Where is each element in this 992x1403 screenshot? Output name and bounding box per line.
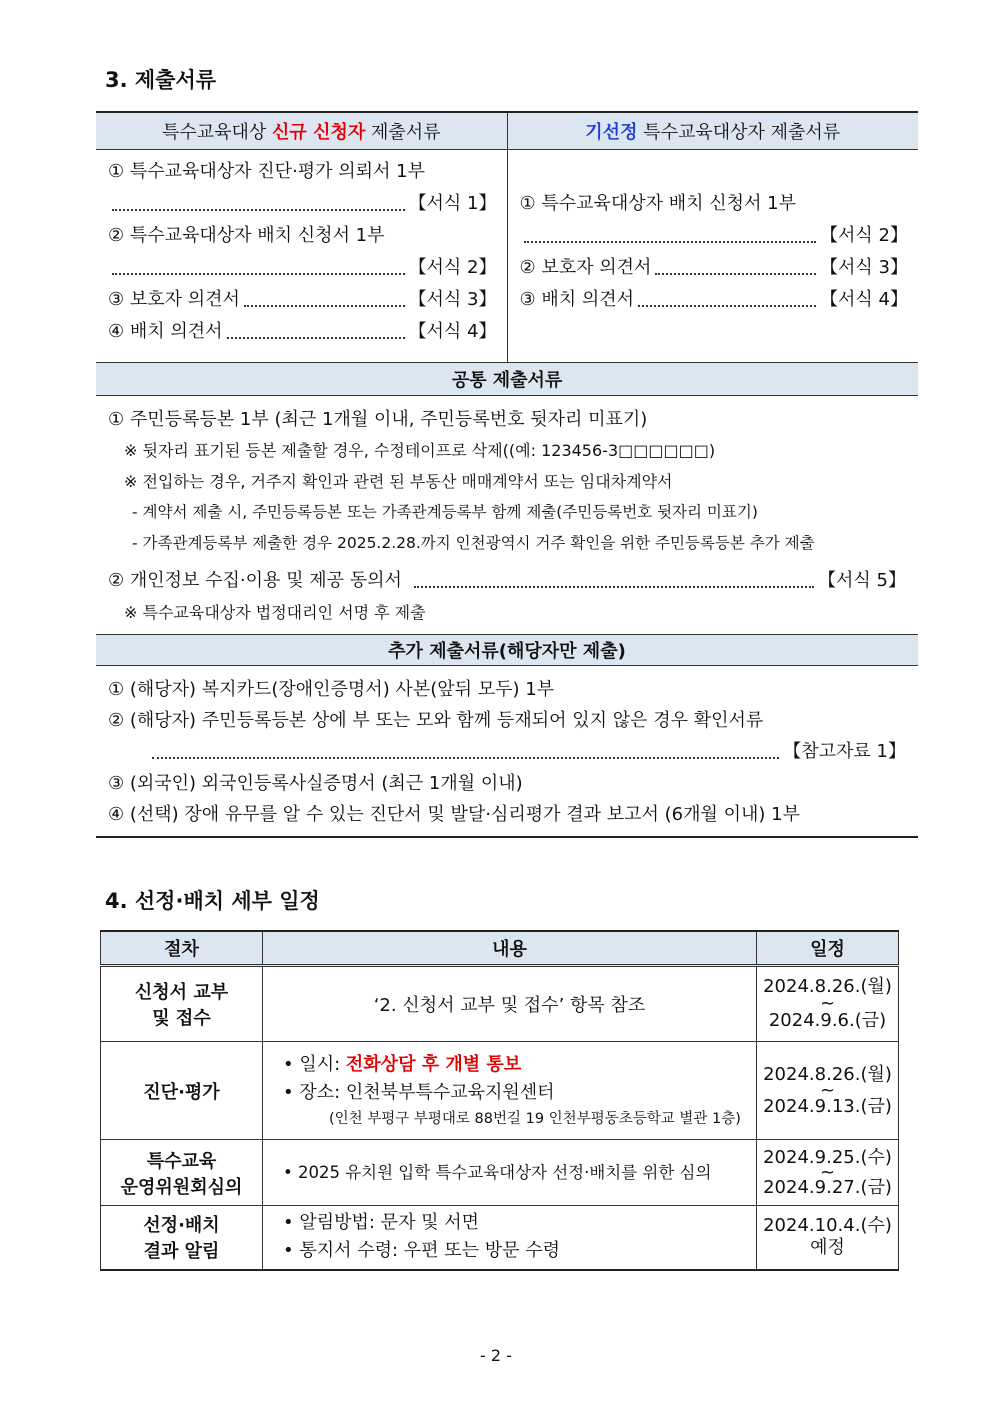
- section4-heading: 4. 선정·배치 세부 일정: [105, 889, 320, 913]
- table-row: [101, 1140, 899, 1206]
- content-cell: • 알림방법: 문자 및 서면 • 통지서 수령: 우편 또는 방문 수령: [263, 1206, 757, 1270]
- step-cell: 특수교육 운영위원회심의: [101, 1140, 263, 1206]
- common-note-2: ※ 전입하는 경우, 거주지 확인과 관련 된 부동산 매매계약서 또는 임대차계약서: [124, 472, 673, 491]
- list-item-form-line: 【서식 1】: [108, 188, 497, 220]
- common-header: 공통 제출서류: [96, 362, 918, 396]
- table-row: [101, 966, 899, 1042]
- content-cell: • 일시: 전화상담 후 개별 통보 • 장소: 인천북부특수교육지원센터 (인천 부평구 부평대로 88번길 19 인천부평동초등학교 별관 1층): [263, 1042, 757, 1140]
- step-cell: 진단·평가: [101, 1042, 263, 1140]
- date-cell: 2024.10.4.(수) 예정: [757, 1206, 899, 1270]
- extra-list: [96, 666, 918, 838]
- column-header-date: 일정: [757, 931, 899, 966]
- list-item: ① 특수교육대상자 배치 신청서 1부: [519, 193, 797, 214]
- new-applicant-list: [96, 150, 507, 363]
- extra-item-2: ② (해당자) 주민등록등본 상에 부 또는 모와 함께 등재되어 있지 않은 경우 확인서류: [108, 710, 764, 731]
- column-header-content: 내용: [263, 931, 757, 966]
- common-list: [96, 396, 918, 634]
- list-item: ② 보호자 의견서 【서식 3】: [519, 257, 908, 278]
- extra-item-4: ④ (선택) 장애 유무를 알 수 있는 진단서 및 발달·심리평가 결과 보고서 (6개월 이내) 1부: [108, 804, 800, 825]
- content-cell: • 2025 유치원 입학 특수교육대상자 선정·배치를 위한 심의: [263, 1140, 757, 1206]
- content-cell: ‘2. 신청서 교부 및 접수’ 항목 참조: [263, 966, 757, 1042]
- section3-heading: 3. 제출서류: [105, 68, 217, 92]
- new-applicant-header: 특수교육대상 신규 신청자 제출서류: [96, 112, 507, 150]
- list-item: ② 특수교육대상자 배치 신청서 1부: [108, 225, 385, 246]
- table-row: [101, 1042, 899, 1140]
- date-cell: 2024.9.25.(수) ~ 2024.9.27.(금): [757, 1140, 899, 1206]
- extra-item-1: ① (해당자) 복지카드(장애인증명서) 사본(앞뒤 모두) 1부: [108, 679, 555, 700]
- list-item: ③ 배치 의견서 【서식 4】: [519, 289, 908, 310]
- list-item: ④ 배치 의견서 【서식 4】: [108, 321, 497, 342]
- extra-item-3: ③ (외국인) 외국인등록사실증명서 (최근 1개월 이내): [108, 773, 523, 794]
- extra-header: 추가 제출서류(해당자만 제출): [96, 634, 918, 666]
- date-cell: 2024.8.26.(월) ~ 2024.9.6.(금): [757, 966, 899, 1042]
- column-header-step: 절차: [101, 931, 263, 966]
- existing-list: [507, 150, 918, 363]
- common-item-2: ② 개인정보 수집·이용 및 제공 동의서 【서식 5】: [108, 570, 906, 591]
- list-item-form-line: 【서식 2】: [520, 220, 909, 252]
- list-item-form-line: 【서식 2】: [108, 252, 497, 284]
- documents-table: [96, 111, 918, 838]
- common-note-1: ※ 뒷자리 표기된 등본 제출할 경우, 수정테이프로 삭제((예: 123456-3□□□□□□): [124, 441, 716, 460]
- common-item-1: ① 주민등록등본 1부 (최근 1개월 이내, 주민등록번호 뒷자리 미표기): [108, 409, 648, 430]
- list-item: ③ 보호자 의견서 【서식 3】: [108, 289, 497, 310]
- existing-header: 기선정 특수교육대상자 제출서류: [507, 112, 918, 150]
- schedule-table: [100, 930, 899, 1271]
- common-sub-1: - 계약서 제출 시, 주민등록등본 또는 가족관계등록부 함께 제출(주민등록번호 뒷자리 미표기): [132, 503, 758, 521]
- common-note-3: ※ 특수교육대상자 법정대리인 서명 후 제출: [124, 603, 426, 622]
- date-cell: 2024.8.26.(월) ~ 2024.9.13.(금): [757, 1042, 899, 1140]
- step-cell: 신청서 교부 및 접수: [101, 966, 263, 1042]
- list-item: ① 특수교육대상자 진단·평가 의뢰서 1부: [108, 161, 426, 182]
- page-number: - 2 -: [480, 1346, 512, 1365]
- step-cell: 선정·배치 결과 알림: [101, 1206, 263, 1270]
- common-sub-2: - 가족관계등록부 제출한 경우 2025.2.28.까지 인천광역시 거주 확인을 위한 주민등록등본 추가 제출: [132, 534, 815, 552]
- table-row: [101, 1206, 899, 1270]
- extra-item-2-form-line: 【참고자료 1】: [108, 736, 906, 768]
